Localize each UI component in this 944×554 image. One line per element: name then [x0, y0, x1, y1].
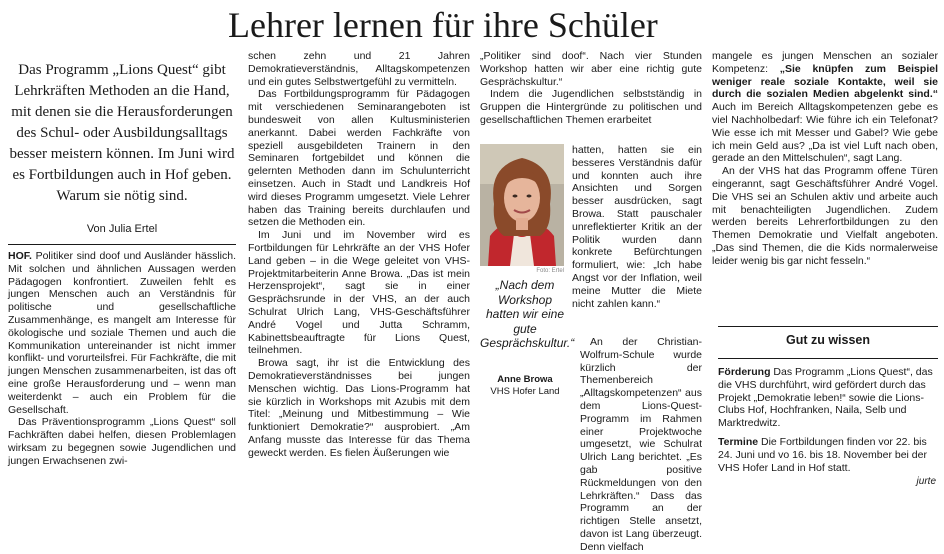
paragraph: hatten, hatten sie ein besseres Verständnis dafür und konnten auch ihre Ansichten und Sorgen besser ausdrücken, sagt Browa. Statt pauschaler unreflektierter Kritik an der Politik wurden dann konkrete Befürchtungen formuliert, wie: „Ich habe Angst vor der Inflation, weil meine Mutter die Miete nicht zahlen kann.“: [572, 144, 702, 310]
article-column-4: [712, 50, 938, 268]
portrait-image: [480, 144, 564, 266]
infobox-top-rule: [718, 326, 938, 327]
article-column-3-wrap2: [580, 336, 702, 554]
paragraph: An der VHS hat das Programm offene Türen eingerannt, sagt Geschäftsführer André Vogel. Die VHS sei an Schulen aktiv und arbeite auch mit benachteiligten Jugendlichen. Zudem werden bereits Lehrerfortbildungen zu den Themen Demokratie und Vielfalt angeboten. „Das sind Themen, die die Kids normalerweise leider wenig bis gar nicht fesseln.“: [712, 165, 938, 267]
dateline: HOF.: [8, 250, 32, 262]
paragraph: mangele es jungen Menschen an sozialer Kompetenz: „Sie knüpfen zum Beispiel weniger reale soziale Kontakte, weil sie durch die sozialen Medien abgelenkt sind.“ Auch im Bereich Alltagskompetenzen gebe es viel Nachholbedarf: Wie führe ich ein Telefonat? Wie esse ich mit Messer und Gabel? Wie gebe ich mein Geld aus? „Da ist viel Luft nach oben, gerade an den Mittelschulen“, sagt Lang.: [712, 50, 938, 165]
portrait-photo: [480, 144, 564, 266]
photo-credit: Foto: Ertel: [536, 268, 564, 274]
pull-quote: „Nach dem Workshop hatten wir eine gute Gesprächskultur.“: [480, 278, 575, 350]
pull-quote-name: Anne Browa: [497, 374, 553, 385]
paragraph: Im Juni und im November wird es Fortbildungen für Lehrkräfte an der VHS Hofer Land geben – in die Wege geleitet von VHS-Projektmitarbeiterin Anne Browa. „Das ist mein Herzensprojekt“, sagt sie in einer Gesprächsrunde in der VHS, an der auch Schulrat Ulrich Lang, VHS-Geschäftsführer André Vogel und Jutta Schramm, Kabinettsbeauftragte für Lions Quest, teilnehmen.: [248, 229, 470, 357]
article-column-1: [8, 250, 236, 468]
paragraph: Indem die Jugendlichen selbstständig in Gruppen die Hintergründe zu politischen und gesellschaftlichen Themen erarbeitet: [480, 88, 702, 126]
pull-quote-role: VHS Hofer Land: [490, 386, 560, 397]
paragraph: „Politiker sind doof“. Nach vier Stunden Workshop hatten wir aber eine richtig gute Gesprächskultur.“: [480, 50, 702, 88]
headline: Lehrer lernen für ihre Schüler: [228, 5, 658, 45]
paragraph: Das Fortbildungsprogramm für Pädagogen mit verschiedenen Seminarangeboten ist bundesweit von allen Kultusministerien anerkannt. Dabei werden Fachkräfte von speziell ausgebildeten Trainern in den Seminaren fortgebildet und können die gelernten Methoden dann im Schulunterricht einsetzen. Auch in Stadt und Landkreis Hof wird dieses Programm umgesetzt. Viele Lehrer haben das Training bereits durchlaufen und setzen die Methoden ein.: [248, 88, 470, 229]
paragraph: HOF. Politiker sind doof und Ausländer hässlich. Mit solchen und ähnlichen Aussagen werden Pädagogen konfrontiert. Zuweilen fehlt es jungen Menschen auch an Verständnis für politische und gesellschaftliche Zusammenhänge, es mangelt am Interesse für ökologische und soziale Themen und auch die Kommunikation untereinander ist nicht immer konflikt- und vorurteilsfrei. Für Fachkräfte, die mit jungen Menschen zusammenarbeiten, ist das oft eine große Herausforderung und – wenn man weiterdenkt – auch ein Problem für die Gesellschaft.: [8, 250, 237, 416]
infobox: [718, 366, 936, 480]
infobox-title: Gut zu wissen: [785, 333, 871, 347]
author-short: jurte: [916, 476, 936, 487]
infobox-termine: Termine Die Fortbildungen finden vor 22. bis 24. Juni und vo 16. bis 18. November bei der VHS Hofer Land in Hof statt.: [718, 435, 927, 474]
article-column-2: [248, 50, 470, 460]
paragraph: schen zehn und 21 Jahren Demokratieverständnis, Alltagskompetenzen und ein gutes Selbstwertgefühl zu vermitteln.: [248, 50, 470, 88]
byline: Von Julia Ertel: [86, 223, 158, 235]
teaser: Das Programm „Lions Quest“ gibt Lehrkräften Methoden an die Hand, mit denen sie die Herausforderungen des Schul- oder Ausbildungsalltags besser meistern können. Im Juni wird es Fortbildungen auch in Hof geben. Warum sie nötig sind.: [9, 62, 235, 204]
article-column-3-wrap: [572, 144, 702, 310]
paragraph: An der Christian-Wolfrum-Schule wurde kürzlich der Themenbereich „Alltagskompetenzen“ aus dem Lions-Quest-Programm im Rahmen einer Projektwoche umgesetzt, wie Schulrat Ulrich Lang berichtet. „Es gab positive Rückmeldungen von den Lehrkräften.“ Dass das Programm an der richtigen Stelle ansetzt, davon ist Lang überzeugt. Denn vielfach: [580, 336, 702, 553]
infobox-title-rule: [718, 358, 938, 359]
infobox-foerderung: Förderung Das Programm „Lions Quest“, das die VHS durchführt, wird gefördert durch das Projekt „Demokratie leben!“ sowie die Lions-Clubs Hof, Hochfranken, Naila, Selb und Marktredwitz.: [718, 366, 933, 430]
article-column-3-top: [480, 50, 702, 127]
paragraph: Browa sagt, ihr ist die Entwicklung des Demokratieverständnisses bei jungen Menschen wichtig. Das Lions-Programm hat sie kürzlich in Workshops mit Azubis mit dem Titel: „Meinung und Mitbestimmung – Wie funktioniert Demokratie?“ ausprobiert. „Am Anfang musste das Interesse für das Thema geweckt werden. Es fielen Äußerungen wie: [248, 357, 470, 459]
paragraph: Das Präventionsprogramm „Lions Quest“ soll Fachkräften dabei helfen, diesen Problemlagen wirksam zu begegnen sowie Jugendlichen und jungen Erwachsenen zwi-: [8, 416, 236, 467]
column-divider: [8, 244, 236, 245]
